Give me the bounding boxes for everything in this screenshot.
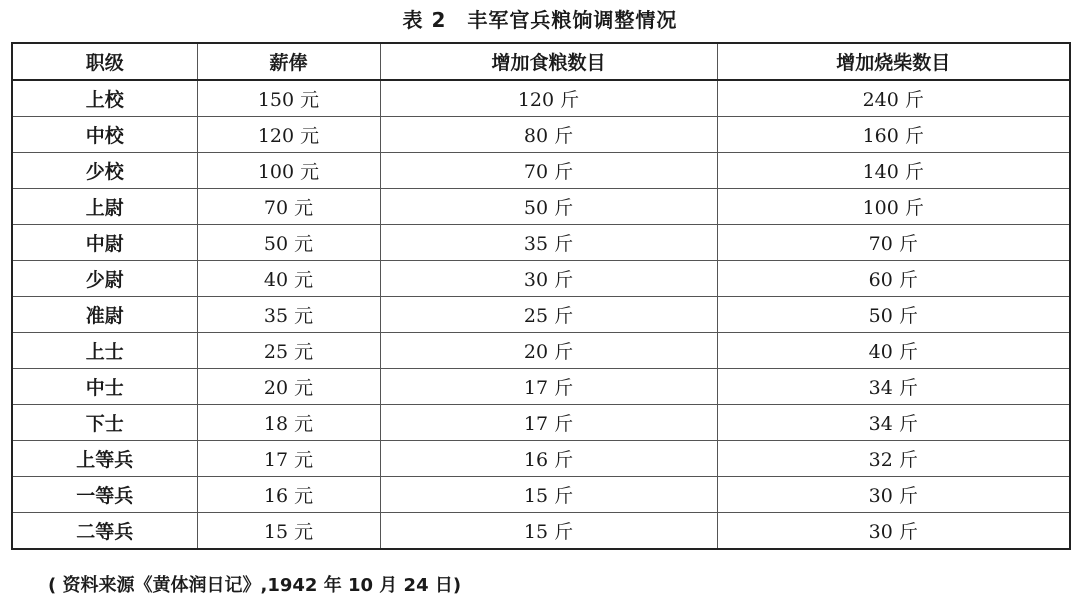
rank-cell: 一等兵	[12, 477, 197, 513]
firewood-cell: 40 斤	[717, 333, 1070, 369]
grain-cell: 120 斤	[380, 80, 717, 117]
rank-cell: 上尉	[12, 189, 197, 225]
table-row	[12, 513, 1070, 550]
header-grain-increase: 增加食粮数目	[380, 43, 717, 80]
table-row	[12, 333, 1070, 369]
header-salary: 薪俸	[197, 43, 380, 80]
grain-cell: 15 斤	[380, 513, 717, 550]
rank-cell: 中士	[12, 369, 197, 405]
grain-cell: 25 斤	[380, 297, 717, 333]
salary-cell: 25 元	[197, 333, 380, 369]
header-firewood-increase: 增加烧柴数目	[717, 43, 1070, 80]
salary-cell: 15 元	[197, 513, 380, 550]
grain-cell: 16 斤	[380, 441, 717, 477]
salary-cell: 35 元	[197, 297, 380, 333]
table-row	[12, 261, 1070, 297]
salary-cell: 17 元	[197, 441, 380, 477]
rank-cell: 上士	[12, 333, 197, 369]
table-row	[12, 153, 1070, 189]
grain-cell: 80 斤	[380, 117, 717, 153]
rank-cell: 中尉	[12, 225, 197, 261]
firewood-cell: 32 斤	[717, 441, 1070, 477]
rank-cell: 准尉	[12, 297, 197, 333]
rank-cell: 少尉	[12, 261, 197, 297]
firewood-cell: 34 斤	[717, 369, 1070, 405]
grain-cell: 70 斤	[380, 153, 717, 189]
firewood-cell: 60 斤	[717, 261, 1070, 297]
salary-cell: 150 元	[197, 80, 380, 117]
rank-cell: 中校	[12, 117, 197, 153]
salary-cell: 100 元	[197, 153, 380, 189]
header-rank: 职级	[12, 43, 197, 80]
rank-cell: 下士	[12, 405, 197, 441]
table-row	[12, 189, 1070, 225]
salary-cell: 18 元	[197, 405, 380, 441]
salary-cell: 120 元	[197, 117, 380, 153]
firewood-cell: 160 斤	[717, 117, 1070, 153]
firewood-cell: 30 斤	[717, 513, 1070, 550]
table-row	[12, 369, 1070, 405]
firewood-cell: 100 斤	[717, 189, 1070, 225]
salary-cell: 70 元	[197, 189, 380, 225]
firewood-cell: 240 斤	[717, 80, 1070, 117]
grain-cell: 17 斤	[380, 405, 717, 441]
table-body	[12, 80, 1070, 549]
table-row	[12, 297, 1070, 333]
grain-cell: 50 斤	[380, 189, 717, 225]
grain-cell: 30 斤	[380, 261, 717, 297]
ration-adjustment-table	[11, 42, 1071, 550]
grain-cell: 17 斤	[380, 369, 717, 405]
table-row	[12, 80, 1070, 117]
firewood-cell: 140 斤	[717, 153, 1070, 189]
rank-cell: 二等兵	[12, 513, 197, 550]
rank-cell: 上等兵	[12, 441, 197, 477]
source-note: ( 资料来源《黄体润日记》,1942 年 10 月 24 日)	[48, 575, 462, 596]
table-row	[12, 405, 1070, 441]
grain-cell: 20 斤	[380, 333, 717, 369]
table-row	[12, 441, 1070, 477]
table-header-row	[12, 43, 1070, 80]
table-row	[12, 117, 1070, 153]
rank-cell: 上校	[12, 80, 197, 117]
firewood-cell: 70 斤	[717, 225, 1070, 261]
firewood-cell: 34 斤	[717, 405, 1070, 441]
rank-cell: 少校	[12, 153, 197, 189]
salary-cell: 50 元	[197, 225, 380, 261]
grain-cell: 35 斤	[380, 225, 717, 261]
salary-cell: 20 元	[197, 369, 380, 405]
firewood-cell: 30 斤	[717, 477, 1070, 513]
table-row	[12, 477, 1070, 513]
salary-cell: 40 元	[197, 261, 380, 297]
firewood-cell: 50 斤	[717, 297, 1070, 333]
grain-cell: 15 斤	[380, 477, 717, 513]
salary-cell: 16 元	[197, 477, 380, 513]
table-row	[12, 225, 1070, 261]
table-title: 表 2 丰军官兵粮饷调整情况	[402, 8, 678, 32]
